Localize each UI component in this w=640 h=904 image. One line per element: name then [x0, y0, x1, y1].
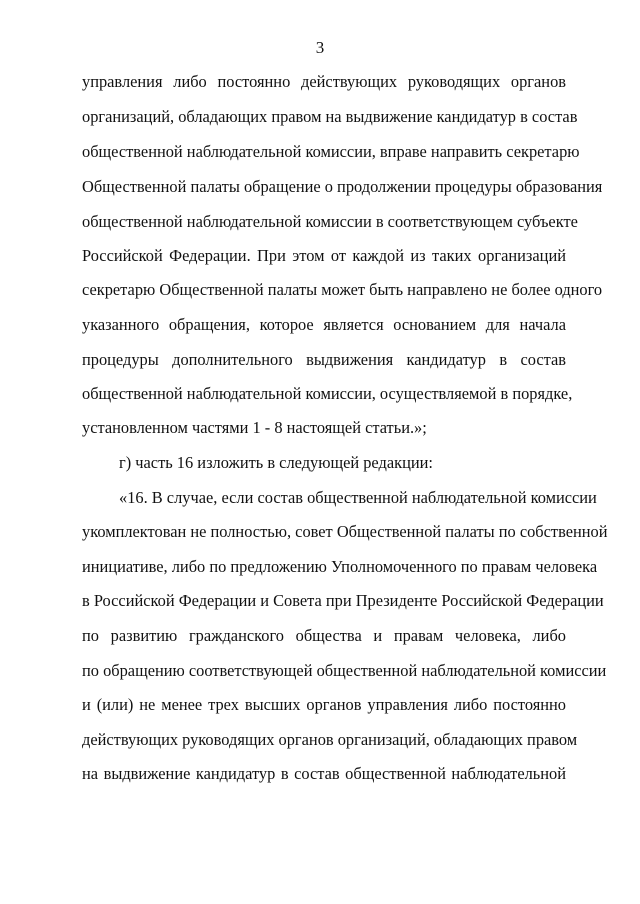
text-line: по развитию гражданского общества и правам человека, либо — [82, 626, 566, 645]
text-line: на выдвижение кандидатур в состав общественной наблюдательной — [82, 764, 566, 783]
text-line: указанного обращения, которое является основанием для начала — [82, 315, 566, 334]
text-line: управления либо постоянно действующих руководящих органов — [82, 72, 566, 91]
text-line: г) часть 16 изложить в следующей редакции: — [119, 453, 433, 472]
text-line: общественной наблюдательной комиссии, вправе направить секретарю — [82, 142, 580, 161]
text-line: секретарю Общественной палаты может быть направлено не более одного — [82, 280, 603, 299]
text-line: организаций, обладающих правом на выдвижение кандидатур в состав — [82, 107, 578, 126]
text-line: установленном частями 1 - 8 настоящей статьи.»; — [82, 418, 427, 437]
text-line: укомплектован не полностью, совет Общественной палаты по собственной — [82, 522, 608, 541]
page-number: 3 — [315, 38, 325, 57]
text-line: действующих руководящих органов организаций, обладающих правом — [82, 730, 578, 749]
text-line: в Российской Федерации и Совета при Президенте Российской Федерации — [82, 591, 604, 610]
text-line: и (или) не менее трех высших органов управления либо постоянно — [82, 695, 566, 714]
text-line: по обращению соответствующей общественной наблюдательной комиссии — [82, 661, 607, 680]
text-line: Российской Федерации. При этом от каждой из таких организаций — [82, 246, 566, 265]
text-line: общественной наблюдательной комиссии, осуществляемой в порядке, — [82, 384, 573, 403]
text-line: инициативе, либо по предложению Уполномоченного по правам человека — [82, 557, 598, 576]
text-line: общественной наблюдательной комиссии в соответствующем субъекте — [82, 212, 578, 231]
text-line: «16. В случае, если состав общественной наблюдательной комиссии — [119, 488, 597, 507]
text-line: Общественной палаты обращение о продолжении процедуры образования — [82, 177, 603, 196]
text-line: процедуры дополнительного выдвижения кандидатур в состав — [82, 350, 566, 369]
